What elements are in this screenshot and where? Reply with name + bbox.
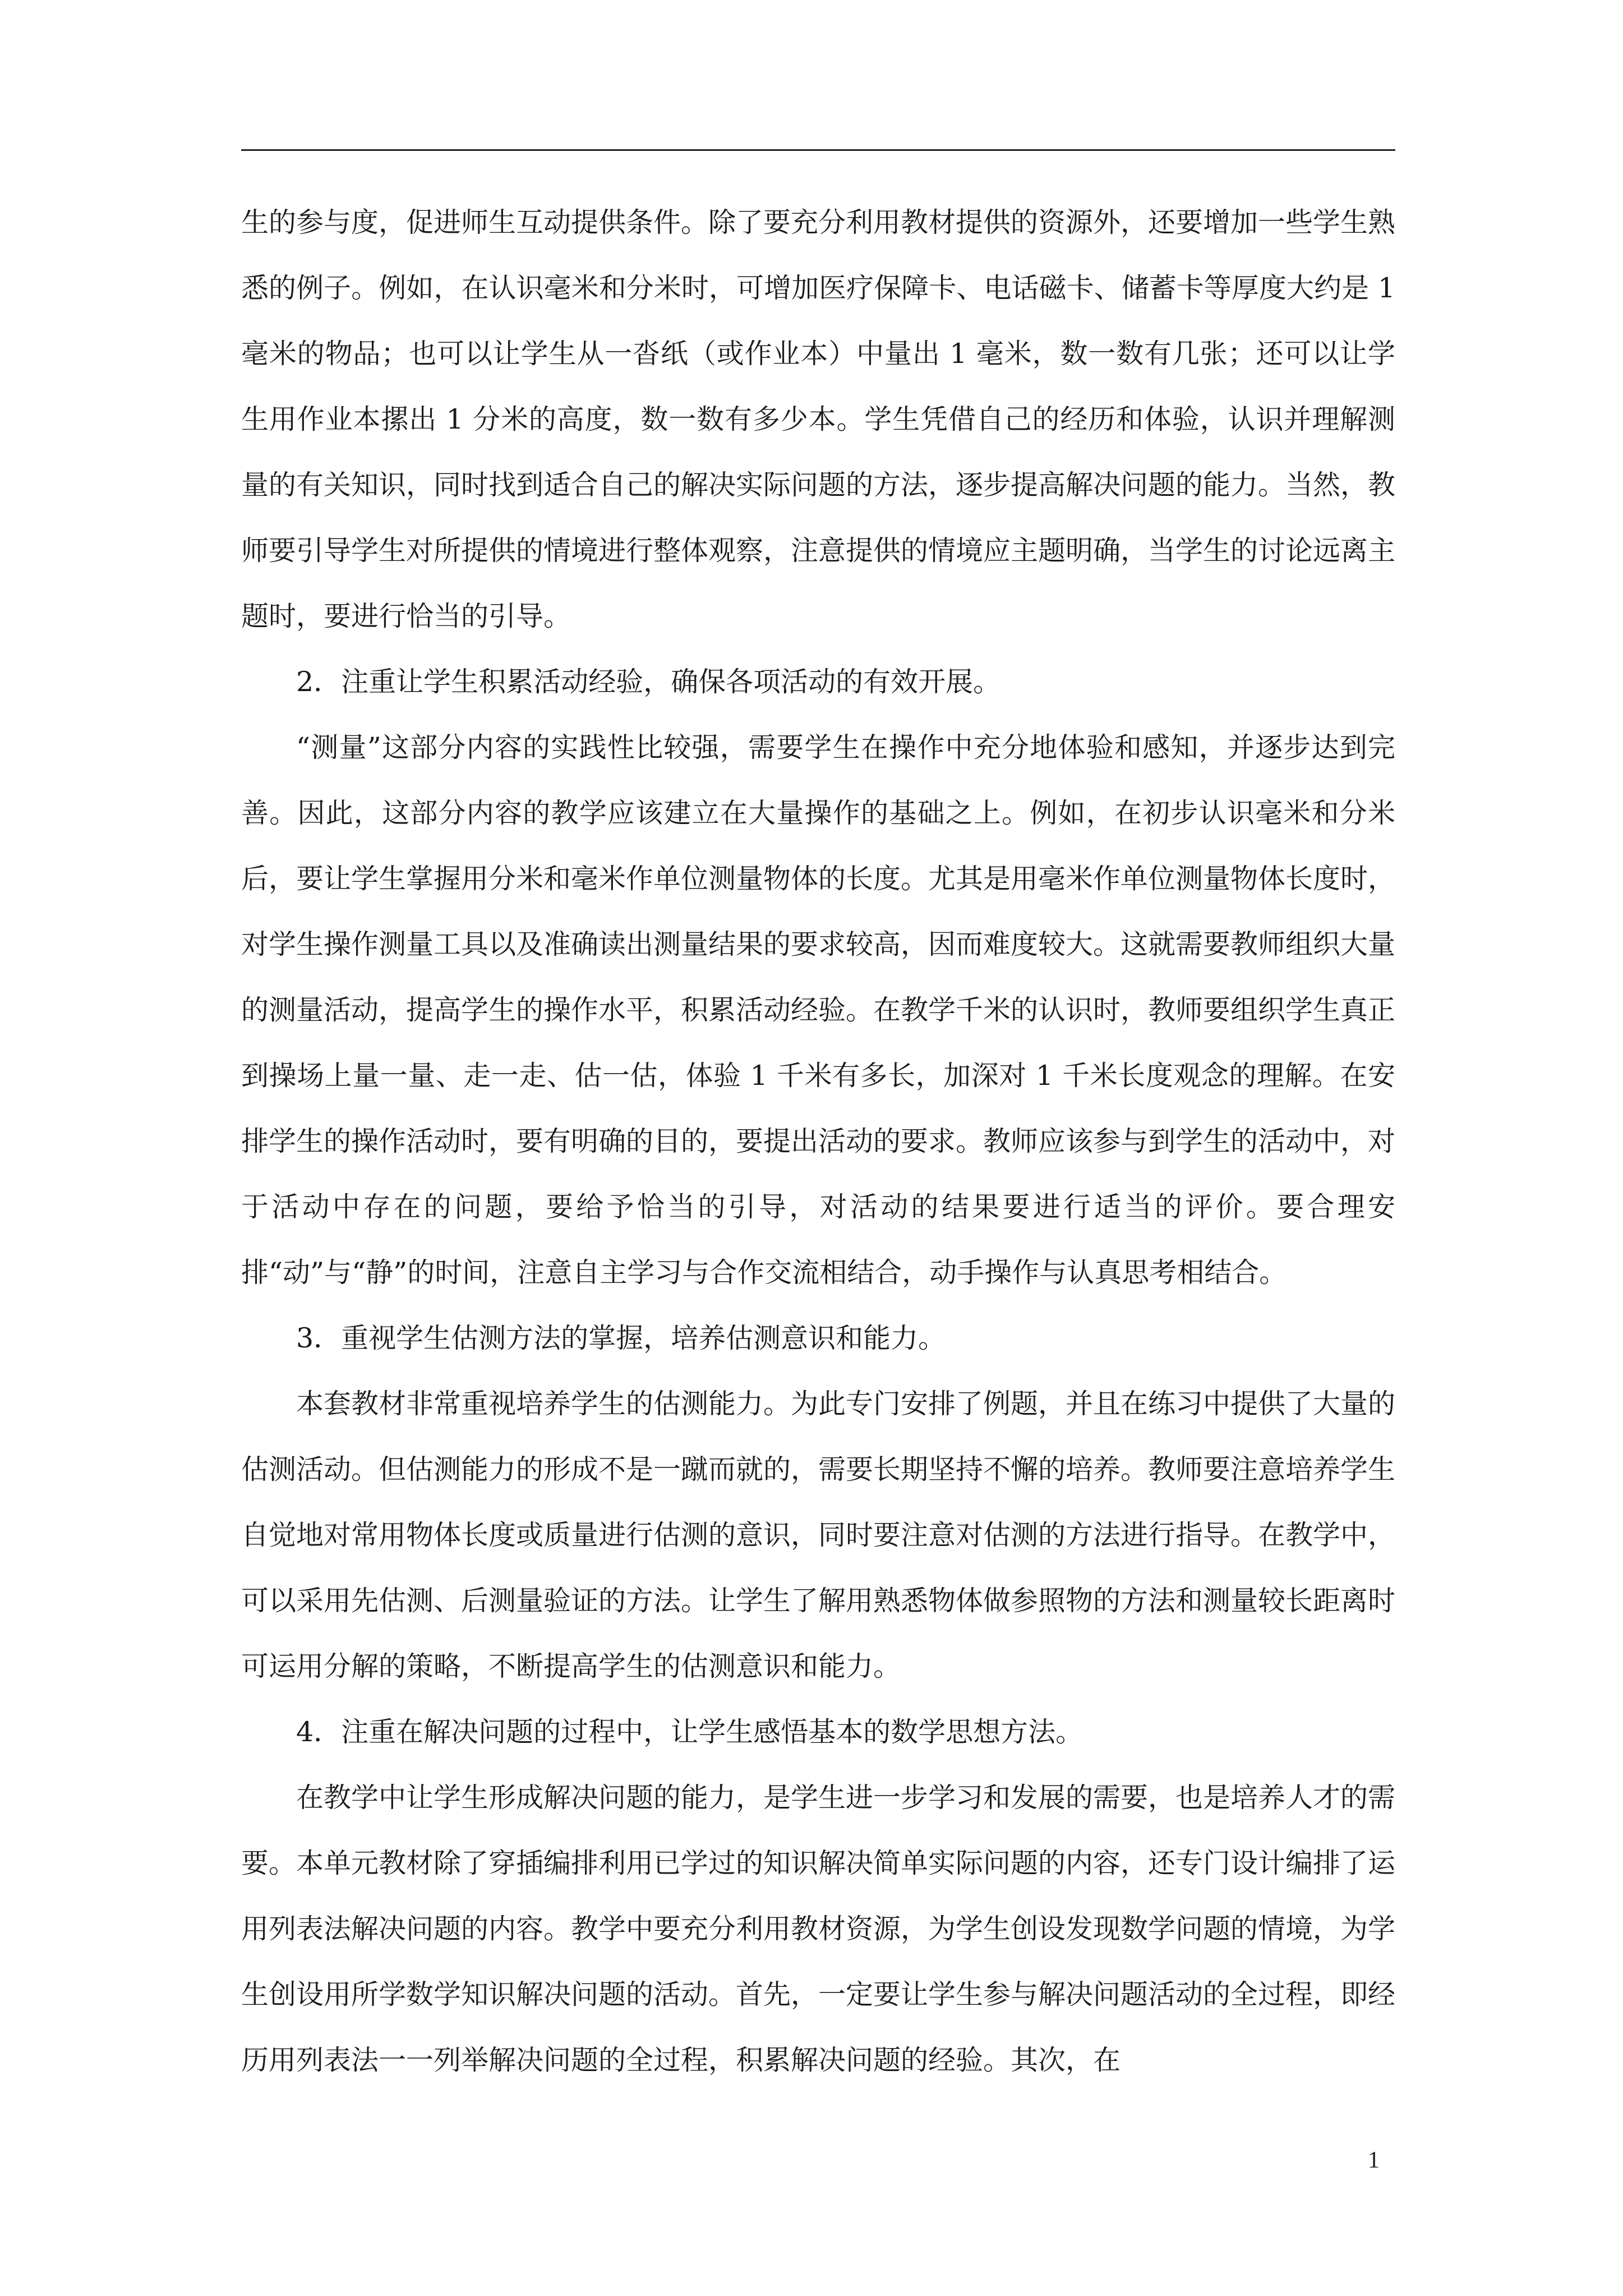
page-number: 1	[1368, 2147, 1380, 2173]
heading-item-4: 4．注重在解决问题的过程中，让学生感悟基本的数学思想方法。	[296, 1716, 1083, 1748]
heading-item-2: 2．注重让学生积累活动经验，确保各项活动的有效开展。	[296, 666, 1001, 698]
header-rule	[241, 149, 1395, 151]
heading-item-3: 3．重视学生估测方法的掌握，培养估测意识和能力。	[296, 1322, 946, 1354]
document-body	[241, 190, 1395, 2093]
paragraph-continued: 生的参与度，促进师生互动提供条件。除了要充分利用教材提供的资源外，还要增加一些学生熟悉的例子。例如，在认识毫米和分米时，可增加医疗保障卡、电话磁卡、储蓄卡等厚度大约是 1 毫米的物品；也可以让学生从一沓纸（或作业本）中量出 1 毫米，数一数有几张；还可以让学生用作业本摞出 1 分米的高度，数一数有多少本。学生凭借自己的经历和体验，认识并理解测量的有关知识，同时找到适合自己的解决实际问题的方法，逐步提高解决问题的能力。当然，教师要引导学生对所提供的情境进行整体观察，注意提供的情境应主题明确，当学生的讨论远离主题时，要进行恰当的引导。	[241, 206, 1396, 632]
paragraph-estimation: 本套教材非常重视培养学生的估测能力。为此专门安排了例题，并且在练习中提供了大量的估测活动。但估测能力的形成不是一蹴而就的，需要长期坚持不懈的培养。教师要注意培养学生自觉地对常用物体长度或质量进行估测的意识，同时要注意对估测的方法进行指导。在教学中，可以采用先估测、后测量验证的方法。让学生了解用熟悉物体做参照物的方法和测量较长距离时可运用分解的策略，不断提高学生的估测意识和能力。	[241, 1388, 1396, 1682]
paragraph-measurement-practice: “测量”这部分内容的实践性比较强，需要学生在操作中充分地体验和感知，并逐步达到完善。因此，这部分内容的教学应该建立在大量操作的基础之上。例如，在初步认识毫米和分米后，要让学生掌握用分米和毫米作单位测量物体的长度。尤其是用毫米作单位测量物体长度时，对学生操作测量工具以及准确读出测量结果的要求较高，因而难度较大。这就需要教师组织大量的测量活动，提高学生的操作水平，积累活动经验。在教学千米的认识时，教师要组织学生真正到操场上量一量、走一走、估一估，体验 1 千米有多长，加深对 1 千米长度观念的理解。在安排学生的操作活动时，要有明确的目的，要提出活动的要求。教师应该参与到学生的活动中，对于活动中存在的问题，要给予恰当的引导，对活动的结果要进行适当的评价。要合理安排“动”与“静”的时间，注意自主学习与合作交流相结合，动手操作与认真思考相结合。	[241, 731, 1396, 1289]
paragraph-problem-solving: 在教学中让学生形成解决问题的能力，是学生进一步学习和发展的需要，也是培养人才的需要。本单元教材除了穿插编排利用已学过的知识解决简单实际问题的内容，还专门设计编排了运用列表法解决问题的内容。教学中要充分利用教材资源，为学生创设发现数学问题的情境，为学生创设用所学数学知识解决问题的活动。首先，一定要让学生参与解决问题活动的全过程，即经历用列表法一一列举解决问题的全过程，积累解决问题的经验。其次，在	[241, 1782, 1396, 2076]
